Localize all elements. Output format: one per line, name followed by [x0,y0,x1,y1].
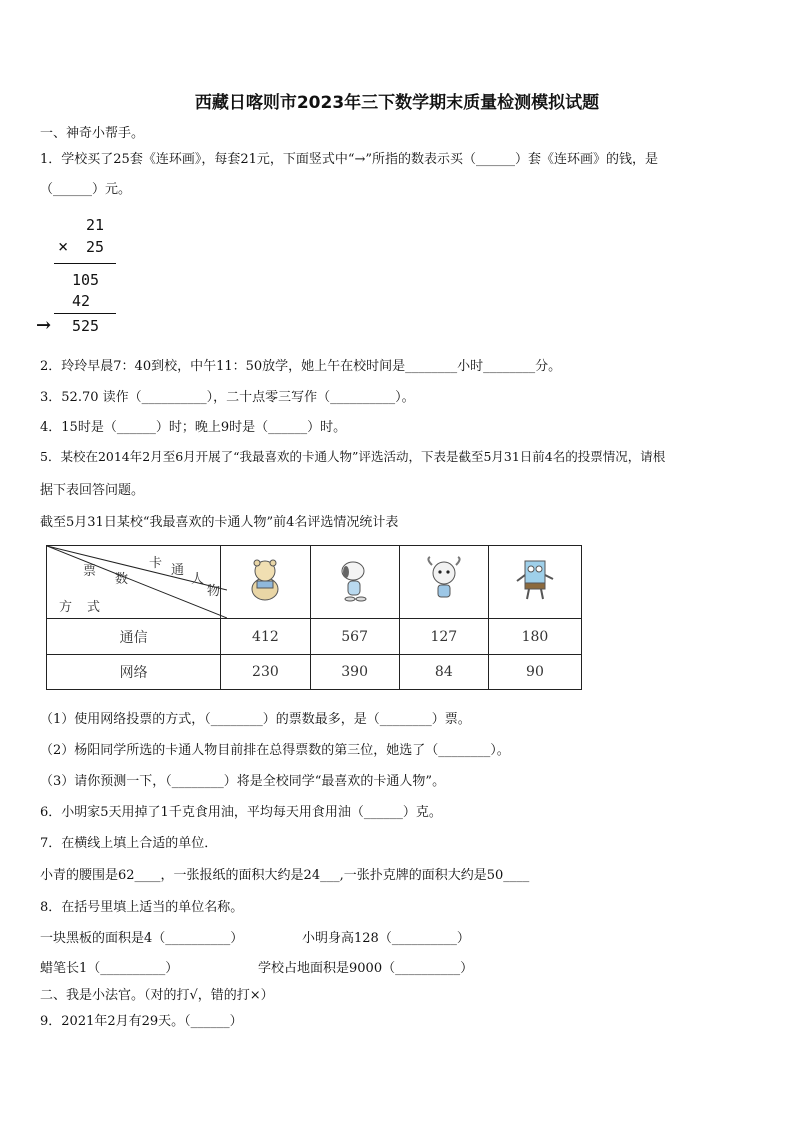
header-label-shu: 数 [115,572,129,587]
goat-icon [399,546,488,619]
question-1-line1: 1．学校买了25套《连环画》，每套21元，下面竖式中“→”所指的数表示买（______）套《连环画》的钱，是 [40,152,659,167]
question-1-line2: （______）元。 [40,182,132,197]
question-8-line1: 8．在括号里填上适当的单位名称。 [40,900,244,915]
vote-table [46,545,582,690]
sponge-icon [488,546,581,619]
question-2: 2．玲玲早晨7：40到校，中午11：50放学，她上午在校时间是________小时________分。 [40,359,562,374]
question-7-line2: 小青的腰围是62____，一张报纸的面积大约是24___,一张扑克牌的面积大约是50____ [40,868,530,883]
calc-multiplier: 25 [86,238,105,256]
question-6: 6．小明家5天用掉了1千克食用油，平均每天用食用油（______）克。 [40,805,442,820]
question-4: 4．15时是（______）时；晚上9时是（______）时。 [40,420,347,435]
table-row [47,655,582,690]
row-label: 通信 [47,619,221,655]
section-heading-2: 二、我是小法官。（对的打√，错的打×） [40,988,274,1003]
table-cell: 390 [310,655,399,690]
table-row [47,619,582,655]
diagonal-header-cell [47,546,221,619]
calc-partial-1: 105 [72,271,100,289]
table-cell: 84 [399,655,488,690]
table-cell: 180 [488,619,581,655]
table-cell: 127 [399,619,488,655]
header-label-ka: 卡 [149,556,163,571]
question-5-sub1: （1）使用网络投票的方式，（________）的票数最多，是（________）票。 [40,712,471,727]
table-title: 截至5月31日某校“我最喜欢的卡通人物”前4名评选情况统计表 [40,515,399,530]
calc-multiplicand: 21 [86,216,105,234]
question-7-line1: 7．在横线上填上合适的单位． [40,836,218,851]
header-label-piao: 票 [83,564,97,579]
header-label-ren: 人 [191,572,205,587]
question-8-item-b: 小明身高128（__________） [302,931,470,946]
bear-icon [221,546,310,619]
question-5-line2: 据下表回答问题。 [40,483,145,498]
question-5-sub2: （2）杨阳同学所选的卡通人物目前排在总得票数的第三位，她选了（________）。 [40,743,510,758]
header-label-shi: 式 [87,600,101,615]
question-9: 9．2021年2月有29天。（______） [40,1014,243,1029]
table-cell: 567 [310,619,399,655]
table-cell: 230 [221,655,310,690]
question-3: 3．52.70 读作（__________），二十点零三写作（__________）。 [40,390,415,405]
question-8-item-d: 学校占地面积是9000（__________） [258,961,474,976]
header-label-tong: 通 [171,563,185,578]
table-cell: 412 [221,619,310,655]
page-title: 西藏日喀则市2023年三下数学期末质量检测模拟试题 [194,93,600,113]
header-label-fang: 方 [59,600,73,615]
calc-result: 525 [72,317,100,335]
calc-rule-2 [54,313,116,314]
question-5-sub3: （3）请你预测一下，（________）将是全校同学“最喜欢的卡通人物”。 [40,774,446,789]
row-label: 网络 [47,655,221,690]
dog-icon [310,546,399,619]
section-heading-1: 一、神奇小帮手。 [40,126,145,141]
question-8-item-a: 一块黑板的面积是4（__________） [40,931,244,946]
table-header-row [47,546,582,619]
table-cell: 90 [488,655,581,690]
calc-rule-1 [54,263,116,264]
arrow-icon: → [36,315,52,336]
question-5-line1: 5．某校在2014年2月至6月开展了“我最喜欢的卡通人物”评选活动，下表是截至5月31日前4名的投票情况，请根 [40,449,666,464]
question-8-item-c: 蜡笔长1（__________） [40,961,179,976]
calc-partial-2: 42 [72,292,91,310]
header-label-wu: 物 [207,584,221,599]
calc-times-sign: × [58,237,69,257]
